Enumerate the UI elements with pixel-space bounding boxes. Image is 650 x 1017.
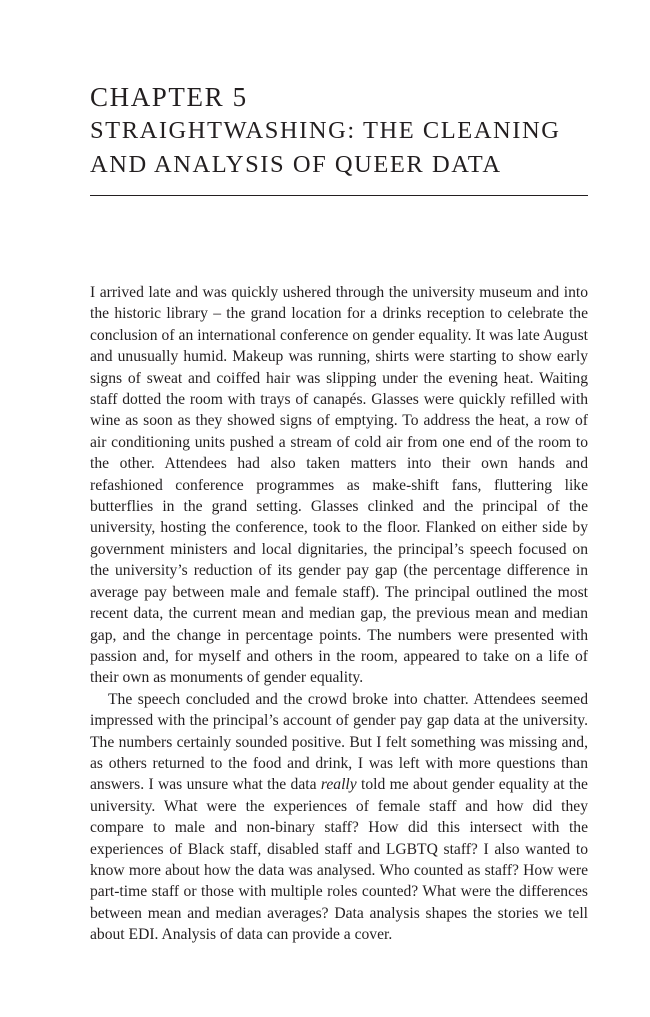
- body-paragraph-1: I arrived late and was quickly ushered through the university museum and into the historic library – the grand location for a drinks reception to celebrate the conclusion of an international conference on gender equality. It was late August and unusually humid. Makeup was running, shirts were starting to show early signs of sweat and coiffed hair was slipping under the evening heat. Waiting staff dotted the room with trays of canapés. Glasses were quickly refilled with wine as soon as they showed signs of emptying. To address the heat, a row of air conditioning units pushed a stream of cold air from one end of the room to the other. Attendees had also taken matters into their own hands and refashioned conference programmes as make-shift fans, fluttering like butterflies in the grand setting. Glasses clinked and the principal of the university, hosting the conference, took to the floor. Flanked on either side by government ministers and local dignitaries, the principal’s speech focused on the university’s reduction of its gender pay gap (the percentage difference in average pay between male and female staff). The principal outlined the most recent data, the current mean and median gap, the previous mean and median gap, and the change in percentage points. The numbers were presented with passion and, for myself and others in the room, appeared to take on a life of their own as monuments of gender equality.: [90, 284, 588, 687]
- chapter-title-line-1: STRAIGHTWASHING: THE CLEANING: [90, 117, 561, 144]
- chapter-title-line-2: AND ANALYSIS OF QUEER DATA: [90, 151, 502, 178]
- body-paragraph-2: [90, 689, 588, 946]
- chapter-label: CHAPTER 5: [90, 82, 248, 112]
- heading-divider: [90, 195, 588, 196]
- paragraph-2-text-end: told me about gender equality at the university. What were the experiences of female staff and how did they compare to male and non-binary staff? How did this intersect with the experiences of Black staff, disabled staff and LGBTQ staff? I also wanted to know more about how the data was analysed. Who counted as staff? How were part-time staff or those with multiple roles counted? What were the differences between mean and median averages? Data analysis shapes the stories we tell about EDI. Analysis of data can provide a cover.: [90, 776, 588, 944]
- paragraph-2-text-start: The speech concluded and the crowd broke into chatter. Attendees seemed impressed with the principal’s account of gender pay gap data at the university. The numbers certainly sounded positive. But I felt something was missing and, as others returned to the food and drink, I was left with more questions than answers. I was unsure what the data: [90, 690, 588, 794]
- emphasis-really: really: [320, 776, 357, 794]
- chapter-body: [90, 282, 588, 946]
- chapter-heading: [90, 80, 588, 182]
